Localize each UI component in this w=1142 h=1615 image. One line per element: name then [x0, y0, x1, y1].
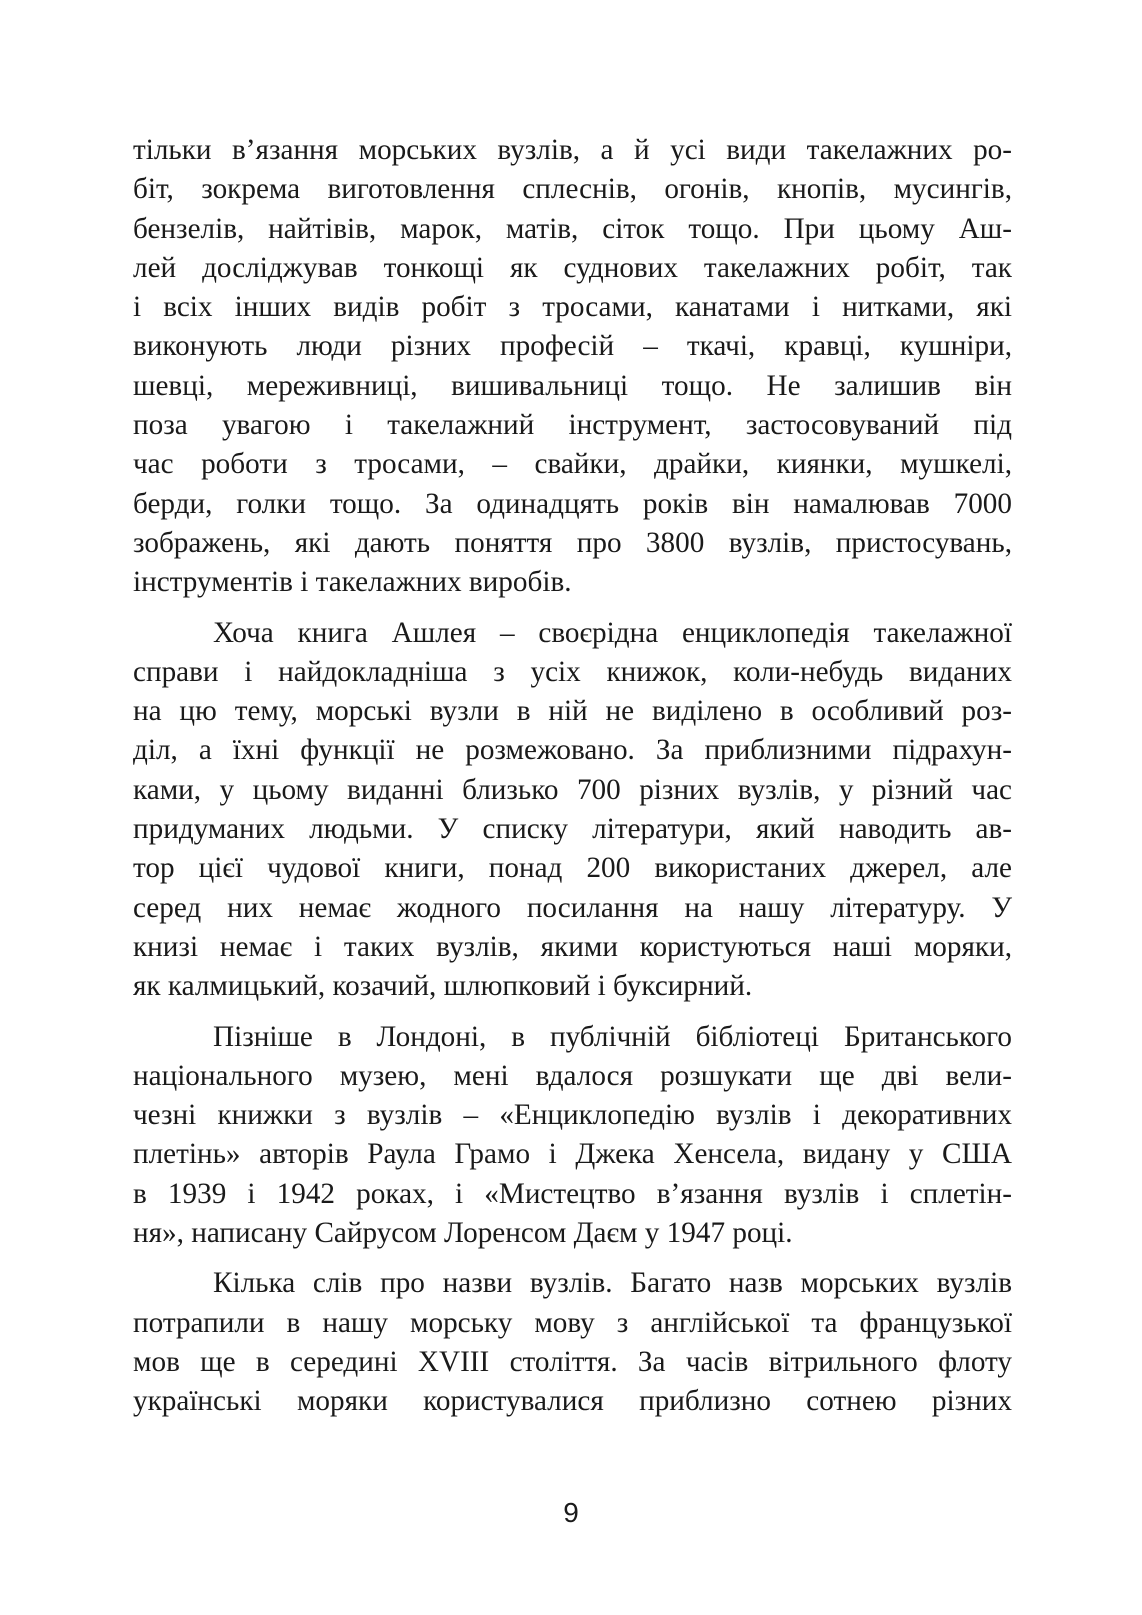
- text-line: інструментів і такелажних виробів.: [133, 566, 572, 599]
- text-line: плетінь» авторів Раула Грамо і Джека Хенсела, видану у США: [133, 1138, 1012, 1171]
- text-line: як калмицький, козачий, шлюпковий і буксирний.: [133, 970, 753, 1003]
- text-line: берди, голки тощо. За одинадцять років він намалював 7000: [133, 487, 1012, 520]
- text-line: тільки в’язання морських вузлів, а й усі види такелажних ро-: [133, 134, 1012, 166]
- paragraph-2: [133, 614, 1012, 1007]
- text-line: час роботи з тросами, – свайки, драйки, киянки, мушкелі,: [133, 448, 1012, 481]
- text-line: мов ще в середині XVIII століття. За часів вітрильного флоту: [133, 1345, 1012, 1378]
- text-line: в 1939 і 1942 роках, і «Мистецтво в’язання вузлів і сплетін-: [133, 1177, 1012, 1210]
- paragraph-4: [133, 1264, 1012, 1421]
- text-line: національного музею, мені вдалося розшукати ще дві вели-: [133, 1059, 1012, 1092]
- text-line: українські моряки користувалися приблизно сотнею різних: [133, 1385, 1012, 1418]
- text-line: потрапили в нашу морську мову з англійської та французької: [133, 1306, 1012, 1339]
- paragraph-3: [133, 1018, 1012, 1254]
- text-line: і всіх інших видів робіт з тросами, канатами і нитками, які: [133, 291, 1012, 324]
- text-line: тор цієї чудової книги, понад 200 використаних джерел, але: [133, 852, 1012, 885]
- page-number: 9: [563, 1497, 579, 1528]
- text-line: ня», написану Сайрусом Лоренсом Даєм у 1947 році.: [133, 1217, 793, 1250]
- text-line: Пізніше в Лондоні, в публічній бібліотеці Британського: [213, 1020, 1012, 1053]
- text-line: придуманих людьми. У списку літератури, який наводить ав-: [133, 813, 1012, 846]
- text-line: справи і найдокладніша з усіх книжок, коли-небудь виданих: [133, 655, 1012, 688]
- text-line: серед них немає жодного посилання на нашу літературу. У: [133, 891, 1012, 924]
- body-text: [133, 131, 1012, 1422]
- text-line: бензелів, найтівів, марок, матів, сіток тощо. При цьому Аш-: [133, 212, 1012, 245]
- text-line: книзі немає і таких вузлів, якими користуються наші моряки,: [133, 930, 1012, 963]
- text-line: ками, у цьому виданні близько 700 різних вузлів, у різний час: [133, 773, 1012, 806]
- paragraph-1: [133, 131, 1012, 603]
- text-line: лей досліджував тонкощі як суднових такелажних робіт, так: [133, 251, 1012, 284]
- text-line: Хоча книга Ашлея – своєрідна енциклопедія такелажної: [213, 616, 1012, 649]
- text-line: поза увагою і такелажний інструмент, застосовуваний під: [133, 409, 1012, 442]
- text-line: виконують люди різних професій – ткачі, кравці, кушніри,: [133, 330, 1012, 363]
- text-line: чезні книжки з вузлів – «Енциклопедію вузлів і декоративних: [133, 1099, 1012, 1132]
- text-line: діл, а їхні функції не розмежовано. За приблизними підрахун-: [133, 734, 1012, 767]
- text-line: зображень, які дають поняття про 3800 вузлів, пристосувань,: [133, 526, 1012, 559]
- text-line: на цю тему, морські вузли в ній не виділено в особливий роз-: [133, 695, 1012, 728]
- text-line: Кілька слів про назви вузлів. Багато назв морських вузлів: [213, 1267, 1012, 1300]
- text-line: біт, зокрема виготовлення сплеснів, огонів, кнопів, мусингів,: [133, 173, 1012, 206]
- text-line: шевці, мереживниці, вишивальниці тощо. Не залишив він: [133, 369, 1012, 402]
